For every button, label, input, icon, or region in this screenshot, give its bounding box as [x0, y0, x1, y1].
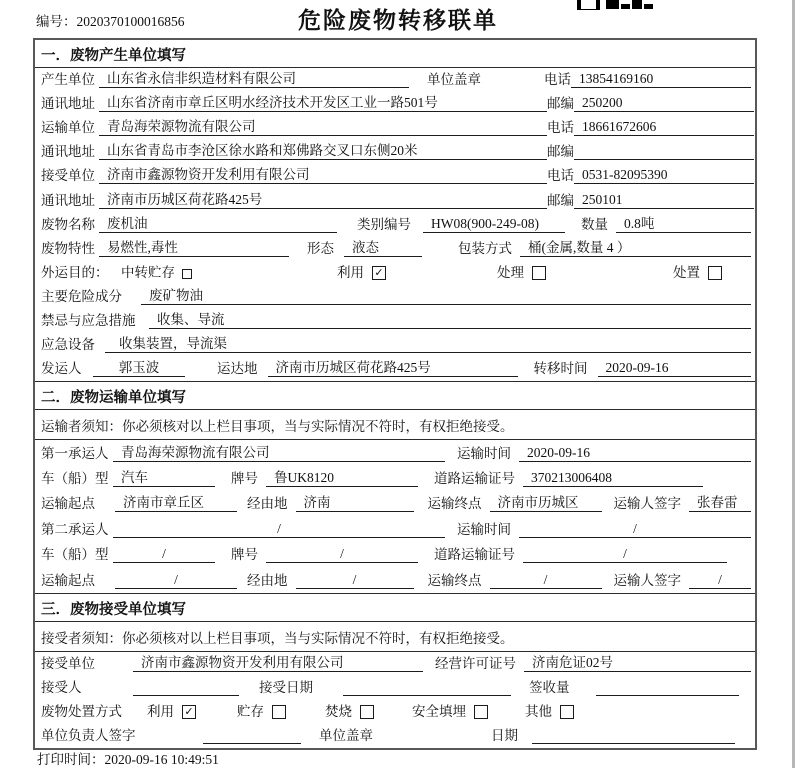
- form-label: 形态: [307, 240, 334, 256]
- via-label: 经由地: [247, 572, 288, 588]
- vehicle-type-label: 车（船）型: [41, 547, 109, 563]
- route2-start: /: [115, 572, 237, 589]
- vehicle1-permit: 370213006408: [523, 470, 703, 487]
- manifest-form-table: [33, 38, 757, 750]
- purpose-option-treat: [497, 261, 673, 281]
- carrier-sign-label: 运输人签字: [613, 496, 681, 512]
- license-label: 经营许可证号: [435, 655, 516, 671]
- carrier1-value: 青岛海荣源物流有限公司: [113, 441, 445, 462]
- transporter-address: 山东省青岛市李沧区徐水路和郑佛路交叉口东侧20米: [99, 139, 547, 160]
- producer-address: 山东省济南市章丘区明水经济技术开发区工业一路501号: [99, 91, 547, 112]
- address-label: 通讯地址: [41, 192, 95, 208]
- route2-via: /: [296, 572, 414, 589]
- row-transporter: [35, 116, 755, 140]
- carrier1-time: 2020-09-16: [519, 445, 751, 462]
- phone-label: 电话: [547, 168, 574, 184]
- carrier2-time: /: [519, 521, 751, 538]
- route2-signature: /: [689, 572, 751, 589]
- vehicle2-permit: /: [523, 546, 727, 563]
- row-transfer-purpose: [35, 261, 755, 285]
- packing-label: 包装方式: [458, 240, 512, 256]
- waste-property: 易燃性,毒性: [99, 236, 289, 257]
- section1-header: 一．废物产生单位填写: [35, 40, 755, 68]
- transporter-zip: [574, 159, 754, 160]
- section2-notice: 运输者须知：你必须核对以上栏目事项，当与实际情况不符时，有权拒绝接受。: [35, 410, 755, 440]
- carrier2-value: /: [113, 521, 445, 538]
- carrier2-label: 第二承运人: [41, 521, 109, 537]
- disposal-option-landfill: [412, 700, 525, 720]
- purpose-option-transfer-storage: [121, 261, 337, 281]
- date-value: [532, 743, 735, 744]
- route1-signature: 张春雷: [689, 491, 751, 512]
- equipment-value: 收集装置，导流渠: [105, 332, 751, 353]
- address-label: 通讯地址: [41, 144, 95, 160]
- row-receiver: [35, 164, 755, 188]
- qr-finder-block: [577, 0, 600, 10]
- route1-start: 济南市章丘区: [115, 491, 237, 512]
- vehicle1-type: 汽车: [113, 466, 215, 487]
- producer-value: 山东省永信非织造材料有限公司: [99, 67, 409, 88]
- producer-zip: 250200: [574, 95, 754, 112]
- waste-form: 液态: [344, 236, 422, 257]
- checkbox-disposal-other: [560, 705, 574, 719]
- row-waste-property: [35, 237, 755, 261]
- phone-label: 电话: [547, 120, 574, 136]
- receive-date-value: [343, 695, 511, 696]
- route-start-label: 运输起点: [41, 572, 95, 588]
- checkbox-disposal-utilize: ✓: [182, 705, 196, 719]
- dispatcher-label: 发运人: [41, 361, 82, 377]
- disposal-option-store: [237, 700, 325, 720]
- receiver-person-value: [133, 695, 239, 696]
- producer-label: 产生单位: [41, 72, 95, 88]
- zip-label: 邮编: [547, 144, 574, 160]
- transport-time-label: 运输时间: [457, 445, 511, 461]
- hazard-value: 废矿物油: [141, 284, 751, 305]
- vehicle2-plate: /: [266, 546, 418, 563]
- checkbox-utilize: ✓: [372, 266, 386, 280]
- route-end-label: 运输终点: [427, 496, 482, 512]
- section1-body: [35, 68, 755, 381]
- receive-date-label: 接受日期: [259, 679, 313, 695]
- row-waste-name: [35, 213, 755, 237]
- date-label: 日期: [491, 727, 518, 743]
- row-producer-address: [35, 92, 755, 116]
- disposal-option-incinerate: [325, 700, 412, 720]
- option-label: 安全填埋: [412, 703, 466, 719]
- plate-label: 牌号: [231, 547, 258, 563]
- checkbox-transfer-storage: [182, 269, 192, 279]
- section2-body: [35, 440, 755, 592]
- option-label: 处理: [497, 264, 524, 280]
- unit-stamp-label: 单位盖章: [319, 727, 373, 743]
- measures-value: 收集、导流: [149, 308, 751, 329]
- measures-label: 禁忌与应急措施: [41, 313, 136, 329]
- via-label: 经由地: [247, 496, 288, 512]
- row-emergency-measures: [35, 309, 755, 333]
- row-producer: [35, 68, 755, 92]
- transporter-label: 运输单位: [41, 120, 95, 136]
- print-time-line: [37, 748, 219, 768]
- route1-end: 济南市历城区: [490, 491, 602, 512]
- unit-stamp-label: 单位盖章: [427, 72, 481, 88]
- checkbox-dispose: [708, 266, 722, 280]
- vehicle1-plate: 鲁UK8120: [266, 466, 418, 487]
- print-time-label: 打印时间：: [37, 752, 105, 767]
- waste-name-label: 废物名称: [41, 216, 95, 232]
- row-second-carrier: [35, 516, 755, 541]
- route2-end: /: [490, 572, 602, 589]
- equipment-label: 应急设备: [41, 337, 95, 353]
- receiver-value: 济南市鑫源物资开发利用有限公司: [99, 163, 547, 184]
- vehicle-type-label: 车（船）型: [41, 471, 109, 486]
- plate-label: 牌号: [231, 471, 258, 486]
- row-hazard-components: [35, 285, 755, 309]
- row-dispatcher: [35, 357, 755, 381]
- row-responsible-signature: [35, 724, 755, 748]
- serial-number: 2020370100016856: [76, 14, 185, 29]
- waste-name: 废机油: [99, 212, 337, 233]
- carrier1-label: 第一承运人: [41, 445, 109, 461]
- packing-value: 桶(金属,数量 4 ）: [520, 236, 751, 257]
- category-code-label: 类别编号: [357, 216, 411, 232]
- waste-quantity: 0.8吨: [616, 212, 751, 233]
- carrier-sign-label: 运输人签字: [613, 572, 681, 588]
- option-label: 利用: [337, 264, 364, 280]
- quantity-label: 数量: [581, 216, 608, 232]
- receiver-address: 济南市历城区荷花路425号: [99, 188, 547, 209]
- checkbox-disposal-store: [272, 705, 286, 719]
- row-disposal-method: [35, 700, 755, 724]
- qr-code-fragment: [577, 0, 655, 10]
- transporter-value: 青岛海荣源物流有限公司: [99, 115, 547, 136]
- option-label: 处置: [673, 264, 700, 280]
- disposal-option-utilize: [147, 700, 237, 720]
- checkbox-disposal-landfill: [474, 705, 488, 719]
- receiver-phone: 0531-82095390: [574, 167, 754, 184]
- purpose-label: 外运目的：: [41, 264, 109, 280]
- route-end-label: 运输终点: [427, 572, 482, 588]
- print-time-value: 2020-09-16 10:49:51: [104, 752, 219, 767]
- row-first-carrier: [35, 440, 755, 465]
- disposal-option-other: [525, 700, 574, 720]
- row-receiving-unit: [35, 652, 755, 676]
- row-transporter-address: [35, 140, 755, 164]
- row-receiver-address: [35, 188, 755, 212]
- transfer-time: 2020-09-16: [598, 360, 752, 377]
- hazard-label: 主要危险成分: [41, 288, 122, 304]
- page-title: 危险废物转移联单: [298, 7, 498, 33]
- receiver-zip: 250101: [574, 192, 754, 209]
- receiving-unit-value: 济南市鑫源物资开发利用有限公司: [133, 651, 423, 672]
- responsible-sign-label: 单位负责人签字: [41, 727, 136, 743]
- responsible-sign-value: [203, 743, 301, 744]
- row-emergency-equipment: [35, 333, 755, 357]
- signed-qty-label: 签收量: [529, 679, 570, 695]
- zip-label: 邮编: [547, 96, 574, 112]
- road-permit-label: 道路运输证号: [434, 471, 515, 486]
- destination-label: 运达地: [217, 361, 258, 377]
- option-label: 利用: [147, 703, 174, 719]
- purpose-option-utilize: [337, 261, 497, 281]
- transport-time-label: 运输时间: [457, 521, 511, 537]
- option-label: 中转贮存: [121, 264, 175, 280]
- destination-value: 济南市历城区荷花路425号: [268, 356, 518, 377]
- section3-notice: 接受者须知：你必须核对以上栏目事项，当与实际情况不符时，有权拒绝接受。: [35, 622, 755, 652]
- route1-via: 济南: [296, 491, 414, 512]
- signed-qty-value: [596, 695, 740, 696]
- disposal-label: 废物处置方式: [41, 703, 122, 719]
- vehicle2-type: /: [113, 546, 215, 563]
- route-start-label: 运输起点: [41, 496, 95, 512]
- license-number: 济南危证02号: [524, 651, 751, 672]
- receiving-unit-label: 接受单位: [41, 655, 95, 671]
- zip-label: 邮编: [547, 192, 574, 208]
- address-label: 通讯地址: [41, 96, 95, 112]
- checkbox-treat: [532, 266, 546, 280]
- row-receiver-person: [35, 676, 755, 700]
- row-route-1: [35, 491, 755, 516]
- transporter-phone: 18661672606: [574, 119, 754, 136]
- phone-label: 电话: [544, 72, 571, 88]
- waste-property-label: 废物特性: [41, 240, 95, 256]
- purpose-option-dispose: [673, 261, 722, 281]
- section3-body: [35, 652, 755, 748]
- checkbox-disposal-incinerate: [360, 705, 374, 719]
- transfer-time-label: 转移时间: [533, 361, 588, 377]
- receiver-label: 接受单位: [41, 168, 95, 184]
- dispatcher-name: 郭玉波: [93, 356, 185, 377]
- page-edge-line: [792, 0, 795, 768]
- category-code: HW08(900-249-08): [423, 216, 565, 233]
- receiver-person-label: 接受人: [41, 679, 82, 695]
- option-label: 其他: [525, 703, 552, 719]
- serial-label: 编号：: [36, 14, 77, 29]
- row-vehicle-1: [35, 466, 755, 491]
- option-label: 贮存: [237, 703, 264, 719]
- option-label: 焚烧: [325, 703, 352, 719]
- road-permit-label: 道路运输证号: [434, 547, 515, 563]
- section2-header: 二．废物运输单位填写: [35, 381, 755, 410]
- section3-header: 三．废物接受单位填写: [35, 593, 755, 622]
- producer-phone: 13854169160: [571, 71, 751, 88]
- row-route-2: [35, 567, 755, 592]
- row-vehicle-2: [35, 542, 755, 567]
